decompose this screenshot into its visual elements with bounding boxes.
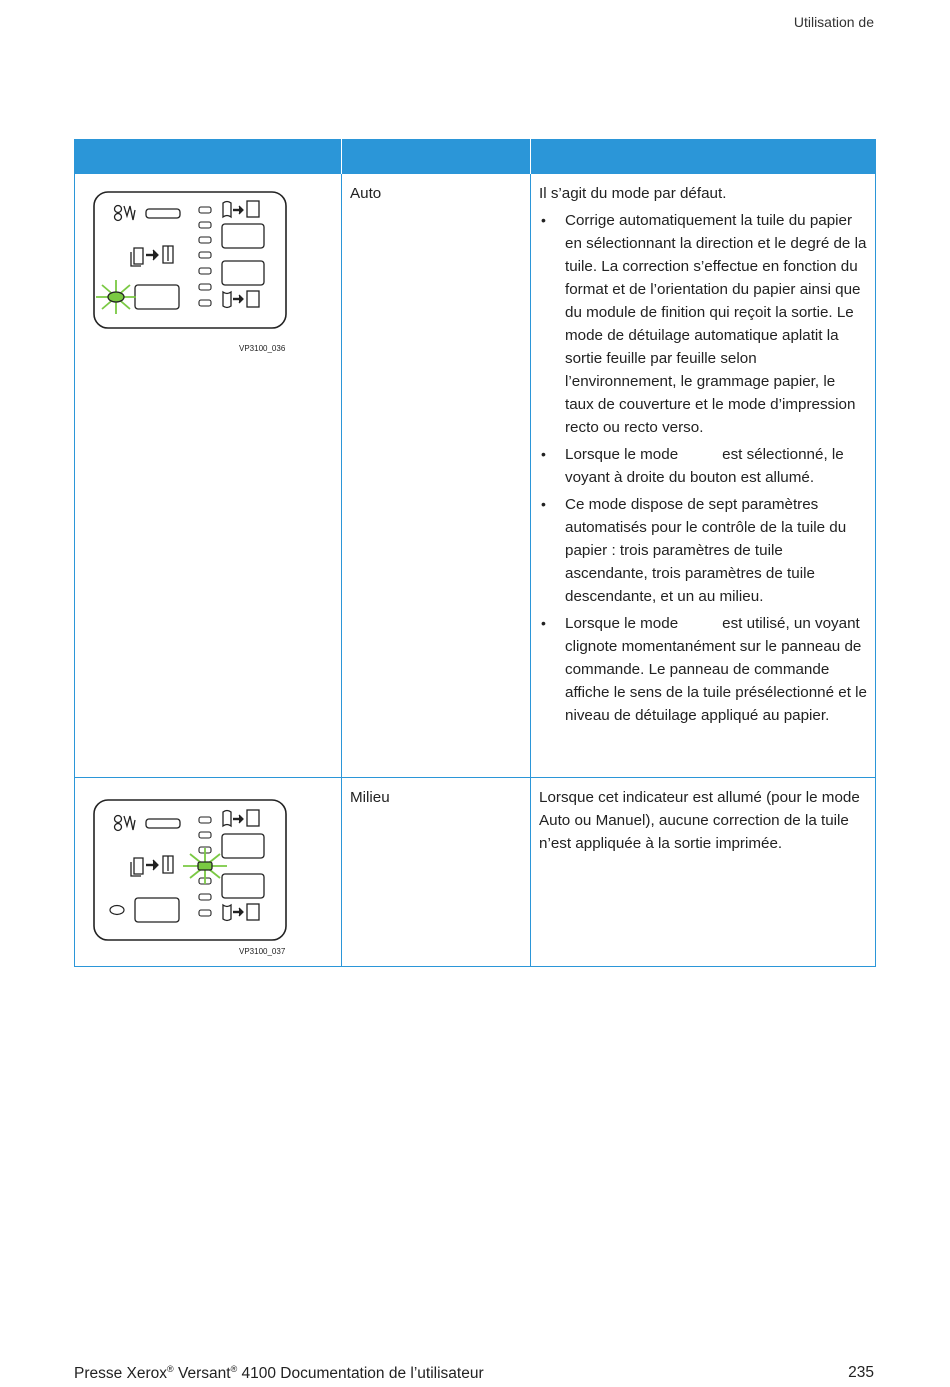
bullet-icon: • bbox=[541, 496, 546, 512]
running-header: Utilisation de bbox=[793, 14, 874, 30]
led-column bbox=[199, 207, 211, 306]
mode-cell: Auto bbox=[342, 174, 531, 778]
control-panel-milieu-illustration bbox=[89, 790, 289, 962]
panel-image-cell bbox=[75, 174, 342, 778]
description-cell: Lorsque cet indicateur est allumé (pour le mode Auto ou Manuel), aucune correction de la tuile n’est appliquée à la sortie imprimée. bbox=[531, 778, 876, 967]
table-header bbox=[75, 139, 876, 174]
list-item: • Lorsque le mode est utilisé, un voyant clignote momentanément sur le panneau de commande. Le panneau de commande affiche le sens de la tuile présélectionné et le niveau de détuilage appliqué au papier. bbox=[539, 612, 867, 727]
auto-led-glow-icon bbox=[96, 280, 136, 314]
bullet-icon: • bbox=[541, 615, 546, 631]
curl-icon bbox=[115, 816, 136, 831]
middle-led-glow-icon bbox=[183, 848, 227, 884]
image-label: VP3100_037 bbox=[239, 947, 286, 956]
header-cell-3 bbox=[531, 139, 876, 174]
auto-led-off-icon bbox=[110, 906, 124, 915]
table-row bbox=[75, 778, 876, 967]
image-label: VP3100_036 bbox=[239, 344, 286, 353]
bullet-icon: • bbox=[541, 212, 546, 228]
list-item: • Ce mode dispose de sept paramètres automatisés pour le contrôle de la tuile du papier : trois paramètres de tuile ascendante, trois paramètres de tuile descendante, et un au milieu. bbox=[539, 493, 867, 608]
panel-image-cell bbox=[75, 778, 342, 967]
header-cell-1 bbox=[75, 139, 342, 174]
up-curl-icon bbox=[223, 810, 259, 826]
description-intro: Il s’agit du mode par défaut. bbox=[539, 185, 727, 202]
up-curl-icon bbox=[223, 201, 259, 217]
list-item: • Corrige automatiquement la tuile du papier en sélectionnant la direction et le degré de la tuile. La correction s’effectue en fonction du format et de l’orientation du papier ainsi que du module de finition qui reçoit la sortie. Le mode de détuilage automatique aplatit la sortie feuille par feuille selon l’environnement, le grammage papier, le taux de couverture et le mode d’impression recto ou recto verso. bbox=[539, 209, 867, 439]
header-cell-2 bbox=[342, 139, 531, 174]
down-curl-icon bbox=[223, 291, 259, 308]
table-row bbox=[75, 174, 876, 778]
control-panel-auto-illustration bbox=[89, 186, 289, 356]
page-number: 235 bbox=[848, 1364, 874, 1381]
running-footer: Presse Xerox® Versant® 4100 Documentation de l’utilisateur bbox=[74, 1364, 484, 1383]
description-bullets bbox=[539, 209, 867, 727]
description-cell bbox=[531, 174, 876, 778]
decurler-modes-table bbox=[74, 139, 876, 967]
list-item: • Lorsque le mode est sélectionné, le voyant à droite du bouton est allumé. bbox=[539, 443, 867, 489]
down-curl-icon bbox=[223, 904, 259, 921]
bullet-icon: • bbox=[541, 446, 546, 462]
curl-icon bbox=[115, 206, 136, 221]
manual-decurl-icon bbox=[131, 246, 173, 266]
mode-cell: Milieu bbox=[342, 778, 531, 967]
manual-decurl-icon bbox=[131, 856, 173, 876]
